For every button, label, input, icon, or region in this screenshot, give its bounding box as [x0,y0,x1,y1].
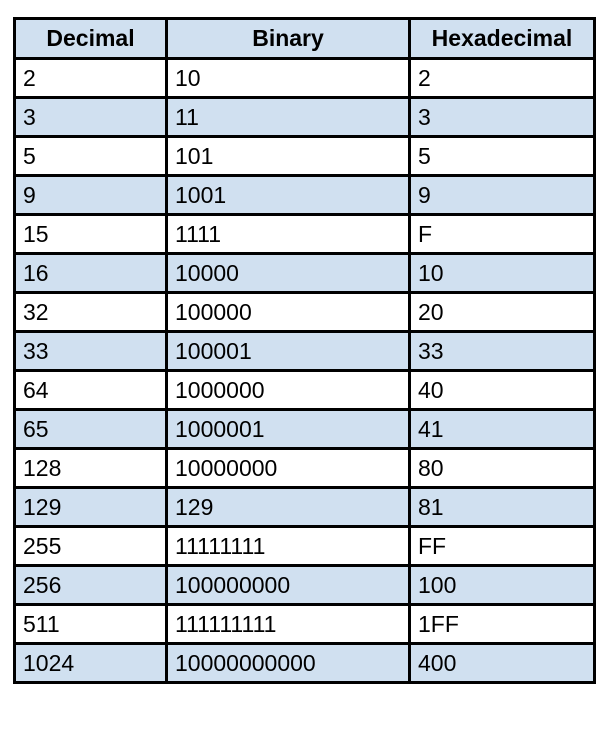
table-body [15,59,595,683]
table-row [15,371,595,410]
hexadecimal-cell: 2 [410,59,595,98]
decimal-cell: 128 [15,449,167,488]
table-row [15,566,595,605]
decimal-cell: 32 [15,293,167,332]
hexadecimal-cell: 9 [410,176,595,215]
binary-cell: 10 [167,59,410,98]
hexadecimal-cell: 5 [410,137,595,176]
decimal-cell: 5 [15,137,167,176]
table-row [15,137,595,176]
binary-cell: 1001 [167,176,410,215]
decimal-cell: 15 [15,215,167,254]
hexadecimal-cell: 100 [410,566,595,605]
hexadecimal-cell: 20 [410,293,595,332]
decimal-cell: 511 [15,605,167,644]
decimal-cell: 9 [15,176,167,215]
binary-cell: 101 [167,137,410,176]
binary-cell: 100001 [167,332,410,371]
binary-cell: 129 [167,488,410,527]
hexadecimal-cell: 80 [410,449,595,488]
hexadecimal-cell: FF [410,527,595,566]
table-row [15,59,595,98]
binary-cell: 10000000000 [167,644,410,683]
hexadecimal-cell: 3 [410,98,595,137]
table-row [15,254,595,293]
hexadecimal-cell: 81 [410,488,595,527]
table-row [15,488,595,527]
binary-cell: 1000001 [167,410,410,449]
decimal-cell: 3 [15,98,167,137]
binary-cell: 10000000 [167,449,410,488]
binary-cell: 10000 [167,254,410,293]
binary-cell: 1111 [167,215,410,254]
hexadecimal-cell: 40 [410,371,595,410]
decimal-cell: 129 [15,488,167,527]
number-conversion-table [13,17,596,684]
table-row [15,605,595,644]
table-row [15,215,595,254]
hexadecimal-cell: 33 [410,332,595,371]
hexadecimal-cell: F [410,215,595,254]
table-row [15,644,595,683]
table-row [15,449,595,488]
table-row [15,293,595,332]
decimal-cell: 1024 [15,644,167,683]
hexadecimal-cell: 10 [410,254,595,293]
header-row [15,19,595,59]
hexadecimal-cell: 41 [410,410,595,449]
decimal-cell: 2 [15,59,167,98]
table-row [15,410,595,449]
conversion-table-container [13,17,593,684]
decimal-cell: 33 [15,332,167,371]
decimal-cell: 65 [15,410,167,449]
binary-cell: 100000000 [167,566,410,605]
binary-cell: 11 [167,98,410,137]
hexadecimal-cell: 1FF [410,605,595,644]
binary-cell: 11111111 [167,527,410,566]
header-hexadecimal: Hexadecimal [410,19,595,59]
table-row [15,527,595,566]
binary-cell: 111111111 [167,605,410,644]
decimal-cell: 16 [15,254,167,293]
header-binary: Binary [167,19,410,59]
table-header [15,19,595,59]
decimal-cell: 256 [15,566,167,605]
decimal-cell: 255 [15,527,167,566]
table-row [15,332,595,371]
table-row [15,176,595,215]
header-decimal: Decimal [15,19,167,59]
hexadecimal-cell: 400 [410,644,595,683]
table-row [15,98,595,137]
decimal-cell: 64 [15,371,167,410]
binary-cell: 100000 [167,293,410,332]
binary-cell: 1000000 [167,371,410,410]
